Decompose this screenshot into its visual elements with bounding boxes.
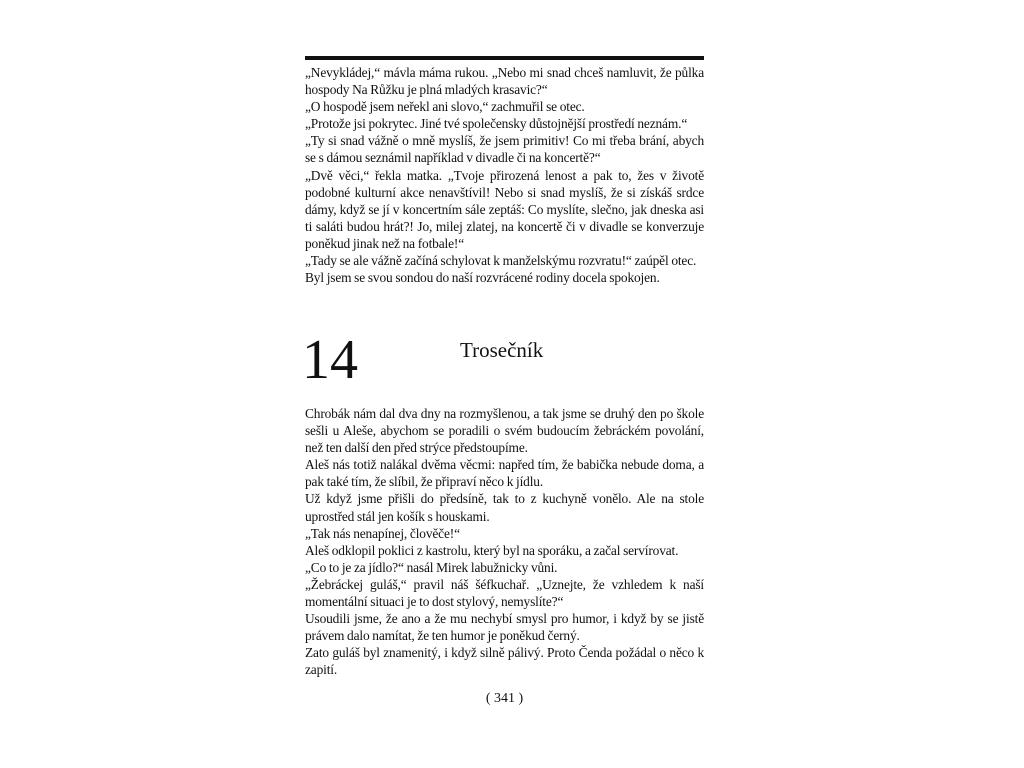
- paragraph: „Žebráckej guláš,“ pravil náš šéfkuchař. „Uznejte, že vzhledem k naší momentální situaci je to dost stylový, nemyslíte?“: [305, 576, 704, 610]
- chapter-title: Trosečník: [460, 338, 544, 362]
- page-number: ( 341 ): [485, 691, 524, 706]
- paragraph: „Protože jsi pokrytec. Jiné tvé společensky důstojnější prostředí neznám.“: [305, 116, 688, 132]
- paragraph: Aleš odklopil poklici z kastrolu, který byl na sporáku, a začal servírovat.: [305, 542, 679, 558]
- chapter-number: 14: [302, 329, 358, 391]
- paragraph: „Dvě věci,“ řekla matka. „Tvoje přirozená lenost a pak to, žes v životě podobné kulturní akce nenavštívil! Nebo si snad myslíš, že si získáš srdce dámy, když se jí v koncertním sále zeptáš: Co myslíte, slečno, jak dneska asi ti saláti budou hrát?! Jo, milej zlatej, na koncertě či v divadle se konverzuje poněkud jinak než na fotbale!“: [305, 167, 704, 251]
- paragraph: Usoudili jsme, že ano a že mu nechybí smysl pro humor, i když by se jistě právem dalo namítat, že ten humor je poněkud černý.: [305, 611, 704, 644]
- paragraph: „Co to je za jídlo?“ nasál Mirek labužnicky vůni.: [305, 559, 558, 575]
- paragraph: „O hospodě jsem neřekl ani slovo,“ zachmuřil se otec.: [305, 99, 585, 115]
- paragraph: Chrobák nám dal dva dny na rozmyšlenou, a tak jsme se druhý den po škole sešli u Aleše, abychom se poradili o svém budoucím žebráckém povolání, než ten další den před strýce předstoupíme.: [305, 406, 704, 456]
- paragraph: Zato guláš byl znamenitý, i když silně pálivý. Proto Čenda požádal o něco k zapití.: [305, 645, 704, 678]
- bottom-text-block: [305, 405, 704, 679]
- paragraph: Byl jsem se svou sondou do naší rozvrácené rodiny docela spokojen.: [305, 270, 660, 286]
- paragraph: Aleš nás totiž nalákal dvěma věcmi: napřed tím, že babička nebude doma, a pak také tím, že slíbil, že připraví něco k jídlu.: [305, 457, 704, 490]
- paragraph: „Tak nás nenapínej, člověče!“: [305, 525, 460, 541]
- top-text-block: [305, 64, 704, 286]
- header-rule: [305, 56, 704, 60]
- paragraph: „Tady se ale vážně začíná schylovat k manželskýmu rozvratu!“ zaúpěl otec.: [305, 253, 697, 269]
- paragraph: „Ty si snad vážně o mně myslíš, že jsem primitiv! Co mi třeba brání, abych se s dámou seznámil například v divadle či na koncertě?“: [305, 133, 704, 166]
- paragraph: „Nevykládej,“ mávla máma rukou. „Nebo mi snad chceš namluvit, že půlka hospody Na Růžku je plná mladých krasavic?“: [305, 65, 704, 98]
- paragraph: Už když jsme přišli do předsíně, tak to z kuchyně vonělo. Ale na stole uprostřed stál jen košík s houskami.: [305, 491, 704, 524]
